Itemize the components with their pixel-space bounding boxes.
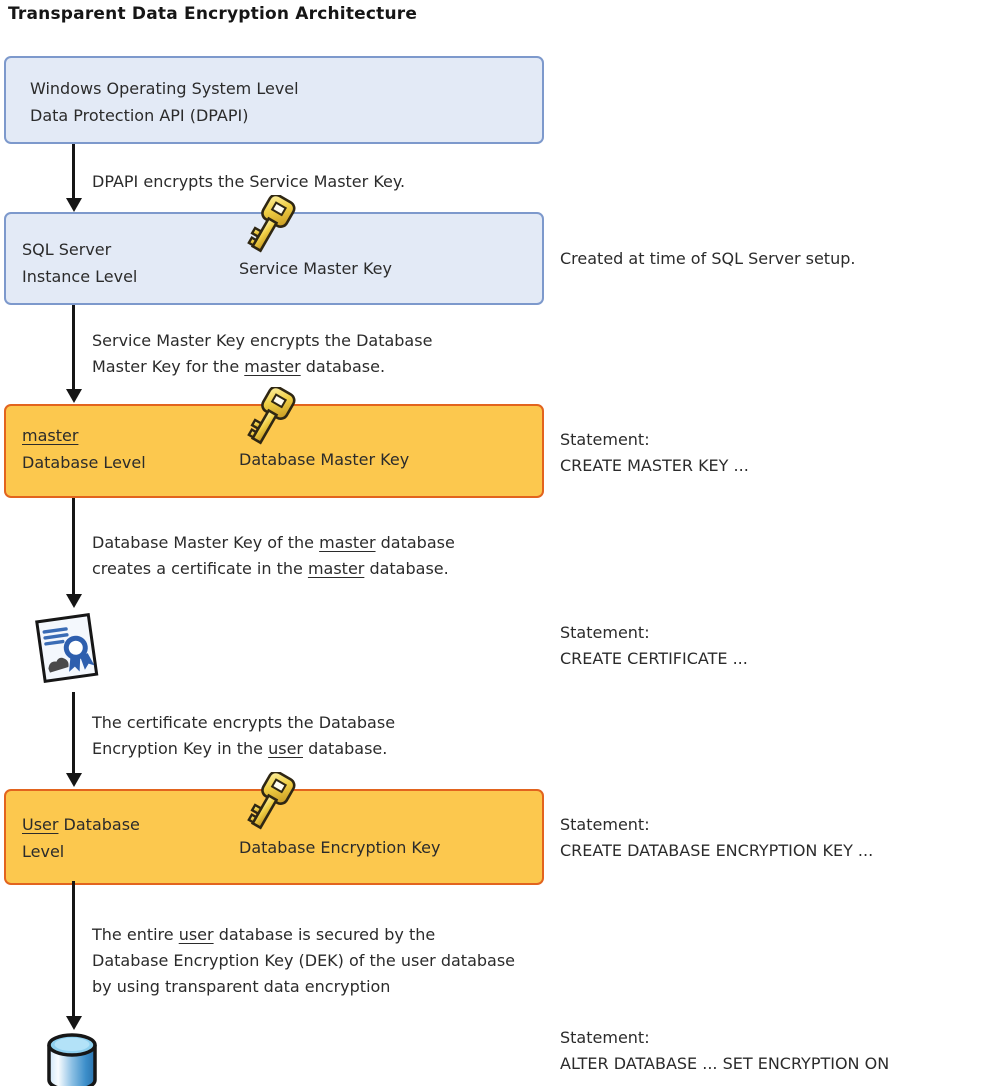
flow-label-dek-line1 bbox=[92, 922, 515, 948]
flow-arrow-1-line bbox=[72, 144, 75, 199]
text-run: database is secured by the bbox=[213, 925, 436, 944]
underlined-word: master bbox=[319, 533, 376, 552]
underlined-word: user bbox=[268, 739, 303, 758]
text-run: creates a certificate in the bbox=[92, 559, 308, 578]
flow-label-smk-line1: Service Master Key encrypts the Database bbox=[92, 331, 433, 350]
text-run: database. bbox=[303, 739, 388, 758]
database-encryption-key-label: Database Encryption Key bbox=[239, 838, 441, 857]
statement-text: CREATE DATABASE ENCRYPTION KEY ... bbox=[560, 841, 874, 860]
box-windows-os-label bbox=[30, 75, 299, 129]
box-user-database-level bbox=[4, 789, 544, 885]
statement-create-certificate bbox=[560, 620, 748, 672]
database-cylinder-icon bbox=[46, 1032, 98, 1086]
flow-label-cert-line2 bbox=[92, 736, 395, 762]
flow-arrow-4-head bbox=[66, 773, 82, 787]
flow-arrow-2-head bbox=[66, 389, 82, 403]
box-user-db-line1 bbox=[22, 811, 140, 838]
flow-label-smk-encrypts bbox=[92, 328, 432, 380]
flow-arrow-5-head bbox=[66, 1016, 82, 1030]
box-sql-instance-label bbox=[22, 236, 137, 290]
flow-label-dek-line2: Database Encryption Key (DEK) of the user database bbox=[92, 951, 516, 970]
box-user-db-label bbox=[22, 811, 140, 865]
statement-text: ALTER DATABASE ... SET ENCRYPTION ON bbox=[560, 1054, 890, 1073]
text-run: Database bbox=[58, 815, 140, 834]
flow-arrow-4-line bbox=[72, 692, 75, 774]
underlined-word: user bbox=[178, 925, 214, 944]
box-sql-instance-level bbox=[4, 212, 544, 305]
box-master-db-line2: Database Level bbox=[22, 453, 146, 472]
flow-label-dek-secures bbox=[92, 922, 515, 1000]
box-master-db-label bbox=[22, 422, 146, 476]
box-windows-os-level bbox=[4, 56, 544, 144]
statement-text: CREATE CERTIFICATE ... bbox=[560, 649, 748, 668]
flow-arrow-2-line bbox=[72, 305, 75, 390]
flow-arrow-1-head bbox=[66, 198, 82, 212]
flow-label-dmk-line1 bbox=[92, 530, 455, 556]
box-user-db-line2: Level bbox=[22, 842, 65, 861]
underlined-word: User bbox=[22, 815, 59, 834]
statement-label: Statement: bbox=[560, 1028, 650, 1047]
underlined-word: master bbox=[307, 559, 365, 578]
flow-arrow-5-line bbox=[72, 881, 75, 1018]
box-windows-os-line2: Data Protection API (DPAPI) bbox=[30, 106, 249, 125]
flow-label-dpapi-encrypts: DPAPI encrypts the Service Master Key. bbox=[92, 172, 406, 191]
statement-label: Statement: bbox=[560, 623, 650, 642]
text-run: Master Key for the bbox=[92, 357, 245, 376]
box-sql-instance-line1: SQL Server bbox=[22, 240, 112, 259]
key-icon bbox=[244, 772, 302, 846]
box-master-db-line1: master bbox=[22, 426, 79, 445]
flow-label-dmk-line2 bbox=[92, 556, 455, 582]
text-run: Database Master Key of the bbox=[92, 533, 320, 552]
flow-label-cert-encrypts-dek bbox=[92, 710, 395, 762]
statement-create-dek bbox=[560, 812, 873, 864]
database-master-key-label: Database Master Key bbox=[239, 450, 410, 469]
statement-alter-database bbox=[560, 1025, 889, 1077]
box-master-database-level bbox=[4, 404, 544, 498]
setup-note: Created at time of SQL Server setup. bbox=[560, 249, 856, 268]
flow-label-dmk-creates-cert bbox=[92, 530, 455, 582]
text-run: database. bbox=[300, 357, 386, 376]
statement-label: Statement: bbox=[560, 815, 650, 834]
flow-label-smk-line2 bbox=[92, 354, 432, 380]
box-sql-instance-line2: Instance Level bbox=[22, 267, 138, 286]
text-run: Encryption Key in the bbox=[92, 739, 269, 758]
certificate-icon bbox=[34, 604, 100, 696]
text-run: database bbox=[375, 533, 455, 552]
key-icon bbox=[244, 195, 302, 269]
flow-label-dek-line3: by using transparent data encryption bbox=[92, 977, 391, 996]
box-windows-os-line1: Windows Operating System Level bbox=[30, 79, 299, 98]
service-master-key-label: Service Master Key bbox=[239, 259, 392, 278]
flow-arrow-3-line bbox=[72, 498, 75, 596]
underlined-word: master bbox=[244, 357, 301, 376]
text-run: The entire bbox=[92, 925, 179, 944]
statement-create-master-key bbox=[560, 427, 749, 479]
statement-text: CREATE MASTER KEY ... bbox=[560, 456, 749, 475]
text-run: database. bbox=[364, 559, 449, 578]
flow-label-cert-line1: The certificate encrypts the Database bbox=[92, 713, 396, 732]
statement-label: Statement: bbox=[560, 430, 650, 449]
diagram-title: Transparent Data Encryption Architecture bbox=[8, 4, 418, 24]
